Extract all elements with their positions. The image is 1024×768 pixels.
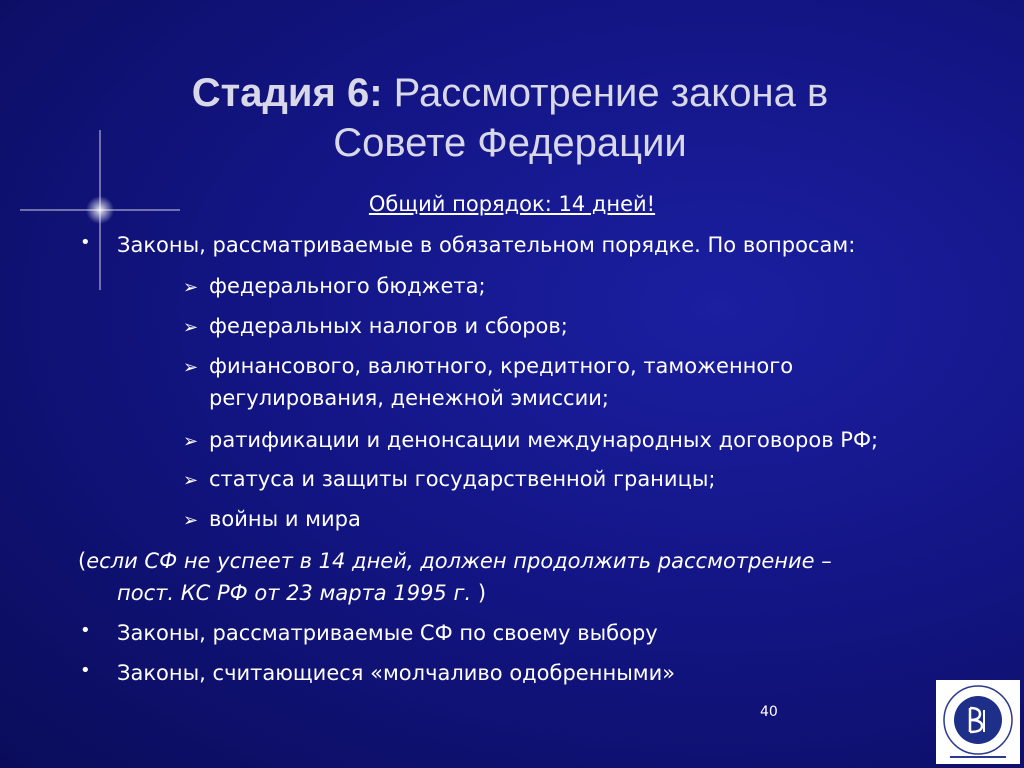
note-line1: (если СФ не успеет в 14 дней, должен продолжить рассмотрение – (78, 549, 832, 573)
list-item-text: войны и мира (209, 507, 361, 531)
list-item (183, 310, 568, 344)
bullet-icon: • (80, 620, 91, 641)
list-item-text: ратификации и денонсации международных договоров РФ; (209, 428, 879, 452)
list-item-continuation: регулирования, денежной эмиссии; (209, 386, 609, 410)
list-item (183, 503, 361, 537)
list-item-text: финансового, валютного, кредитного, таможенного (209, 354, 794, 378)
arrow-right-icon: ➢ (183, 277, 199, 298)
list-item (183, 270, 486, 304)
list-item (183, 424, 878, 458)
bullet-icon: • (80, 660, 91, 681)
arrow-right-icon: ➢ (183, 470, 199, 491)
list-item-text: федерального бюджета; (209, 274, 486, 298)
list-item-text: статуса и защиты государственной границы; (209, 467, 716, 491)
bullet-item: Законы, рассматриваемые СФ по своему выбору (117, 621, 658, 645)
hse-logo-icon (936, 680, 1020, 764)
arrow-right-icon: ➢ (183, 510, 199, 531)
title-line2: Совете Федерации (333, 121, 687, 165)
arrow-right-icon: ➢ (183, 431, 199, 452)
slide-title (80, 68, 940, 168)
title-rest: Рассмотрение закона в (382, 71, 829, 115)
note-line2: пост. КС РФ от 23 марта 1995 г. ) (117, 581, 487, 605)
list-item (183, 463, 716, 497)
arrow-right-icon: ➢ (183, 317, 199, 338)
subtitle: Общий порядок: 14 дней! (368, 192, 656, 216)
bullet-item: Законы, считающиеся «молчаливо одобренными» (117, 661, 676, 685)
title-bold: Стадия 6: (191, 71, 383, 115)
page-number: 40 (760, 704, 778, 720)
bullet-item: Законы, рассматриваемые в обязательном порядке. По вопросам: (117, 233, 856, 257)
arrow-right-icon: ➢ (183, 357, 199, 378)
list-item-text: федеральных налогов и сборов; (209, 314, 568, 338)
bullet-icon: • (80, 232, 91, 253)
list-item (183, 350, 793, 384)
